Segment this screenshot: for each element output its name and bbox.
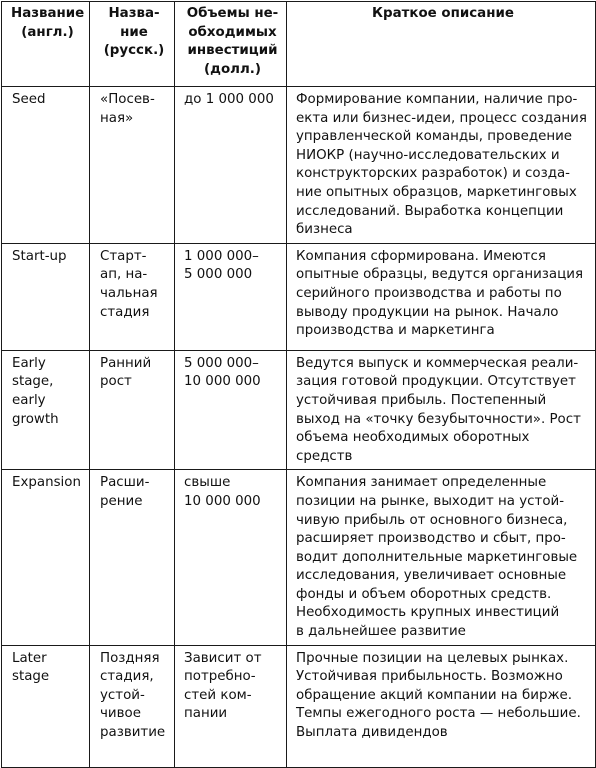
cell-investment: Зависит от потребно- стей ком- пании <box>175 645 287 767</box>
cell-investment: свыше 10 000 000 <box>175 470 287 645</box>
table-row <box>2 350 596 470</box>
table-row <box>2 470 596 645</box>
table-row <box>2 243 596 350</box>
cell-name-en: Early stage, early growth <box>2 350 90 470</box>
header-name-en: Название (англ.) <box>2 2 90 87</box>
cell-description: Ведутся выпуск и коммерческая реали- зация готовой продукции. Отсутствует устойчивая прибыль. Постепенный выход на «точку безубыточности». Рост объема необходимых оборотных средств <box>287 350 596 470</box>
table-row <box>2 645 596 767</box>
cell-name-ru: «Посев- ная» <box>90 87 175 244</box>
cell-investment: до 1 000 000 <box>175 87 287 244</box>
cell-investment: 1 000 000– 5 000 000 <box>175 243 287 350</box>
cell-name-en: Later stage <box>2 645 90 767</box>
cell-description: Компания занимает определенные позиции на рынке, выходит на устой- чивую прибыль от основного бизнеса, расширяет производство и сбыт, про- водит дополнительные маркетинговые исследования, увеличивает основные фонды и объем оборотных средств. Необходимость крупных инвестиций в дальнейшее развитие <box>287 470 596 645</box>
cell-name-ru: Поздняя стадия, устой- чивое развитие <box>90 645 175 767</box>
cell-description: Компания сформирована. Имеются опытные образцы, ведутся организация серийного производства и работы по выводу продукции на рынок. Начало производства и маркетинга <box>287 243 596 350</box>
cell-description: Прочные позиции на целевых рынках. Устойчивая прибыльность. Возможно обращение акций компании на бирже. Темпы ежегодного роста — небольшие. Выплата дивидендов <box>287 645 596 767</box>
header-row <box>2 2 596 87</box>
table-row <box>2 87 596 244</box>
header-investment: Объемы не- обходимых инвестиций (долл.) <box>175 2 287 87</box>
cell-name-ru: Ранний рост <box>90 350 175 470</box>
cell-investment: 5 000 000– 10 000 000 <box>175 350 287 470</box>
cell-name-en: Seed <box>2 87 90 244</box>
cell-name-en: Expansion <box>2 470 90 645</box>
investment-stages-table <box>1 1 596 768</box>
header-name-ru: Назва- ние (русск.) <box>90 2 175 87</box>
cell-description: Формирование компании, наличие про- екта или бизнес-идеи, процесс создания управленческой команды, проведение НИОКР (научно-исследовательских и конструкторских разработок) и созда- ние опытных образцов, маркетинговых исследований. Выработка концепции бизнеса <box>287 87 596 244</box>
cell-name-en: Start-up <box>2 243 90 350</box>
cell-name-ru: Расши- рение <box>90 470 175 645</box>
header-description: Краткое описание <box>287 2 596 87</box>
cell-name-ru: Старт- ап, на- чальная стадия <box>90 243 175 350</box>
